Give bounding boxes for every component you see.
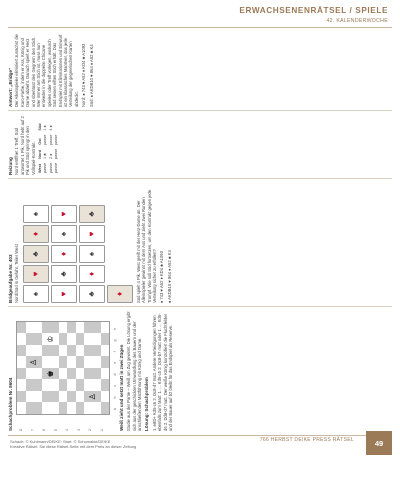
rank-label: 8 <box>19 429 24 431</box>
board-square: ♙ <box>26 357 43 369</box>
board-square <box>59 334 68 346</box>
column-divider <box>8 110 392 111</box>
rotated-content <box>8 31 392 431</box>
chess-text: Studie aus der Partie – Weiß am Zug gewinnt. Die Lösung ergibt sich aus der geschickten Umwandlung des Bauern und der anschließenden Mattführung mit König und Dame. <box>126 311 143 431</box>
board-square <box>42 380 59 392</box>
board-square <box>59 345 68 357</box>
playing-card: ♣ <box>79 285 105 303</box>
bidding-cell: 1 ♣ <box>43 153 48 159</box>
playing-card: ♣ <box>23 245 49 263</box>
answer-north: Nord: ♠ 743 ♥ A52 ♦ KD4 ♣ A1093 <box>81 43 87 107</box>
file-label: c <box>113 385 118 387</box>
bidding-cell: passe <box>54 148 59 159</box>
answer-column <box>8 33 392 107</box>
board-square <box>42 357 59 369</box>
board-square <box>17 334 26 346</box>
file-label: e <box>113 361 118 364</box>
board-square <box>26 368 43 380</box>
answer-south: Süd: ♠ AKDB10 ♥ 864 ♦ A52 ♣ K4 <box>88 44 94 107</box>
board-square <box>42 322 59 334</box>
board-square <box>26 334 43 346</box>
board-square <box>26 345 43 357</box>
chess-solution-heading: Lösung: Schachproblem <box>144 377 150 431</box>
rotated-sheet <box>8 31 392 431</box>
file-label: a <box>113 408 118 411</box>
credits-line-1: Schach: © Kuhlmann/DEIKE; Start: © Schomakki/DEIKE <box>10 439 111 444</box>
board-square <box>26 403 43 415</box>
bidding-table <box>38 121 60 175</box>
board-square <box>84 322 101 334</box>
chess-task: Weiß zieht und setzt matt in zwei Zügen <box>118 344 124 431</box>
bidding-cell: Nord <box>38 150 43 159</box>
answer-text: Der Alleinspieler eliminiert zunächst die Karo-Farbe, indem er Ass, König und Dame abzieht. Danach spielt er Herz und überlässt den Gegnern den Stich. Wer immer am Stich ist, muss nun entweder in die doppelte Chicane spielen oder Treff vorlegen, wodurch Süd seinen elften Stich erhält. Das Endspiel mit Eliminationen und Einwurf ist ein klassisches Manöver, das jede Verteilung der gegnerischen Karten abdeckt. <box>14 34 79 107</box>
board-square <box>76 391 85 403</box>
board-square <box>59 322 68 334</box>
bidding-row <box>54 121 59 175</box>
board-square <box>101 391 110 403</box>
answer-heading: Antwort: „Bridge“ <box>8 67 13 107</box>
board-square <box>84 357 101 369</box>
playing-card: ♥ <box>51 285 77 303</box>
board-square <box>42 403 59 415</box>
rank-label: 3 <box>76 429 81 431</box>
board-square <box>17 391 26 403</box>
board-square <box>67 391 76 403</box>
footer-brand: 766 HERBST DEIKE PRESS RÄTSEL <box>259 437 354 443</box>
board-square <box>76 357 85 369</box>
bidding-cell: Süd <box>38 123 43 131</box>
board-square: ♙ <box>84 391 101 403</box>
board-square <box>59 391 68 403</box>
board-square <box>17 345 26 357</box>
bidding-info: Nord eröffnet 1 Treff, Süd antwortet 1 Pik, Nord hebt auf 2 Pik und Süd springt in den Vollspiel-Kontrakt. <box>14 116 36 175</box>
section-title: ERWACHSENENRÄTSEL / SPIELE <box>239 6 388 15</box>
week-label: 42. KALENDERWOCHE <box>326 18 388 24</box>
board-square <box>84 334 101 346</box>
page-number: 49 <box>366 431 392 455</box>
board-square <box>101 380 110 392</box>
board-square <box>101 322 110 334</box>
board-square <box>26 391 43 403</box>
bridge-heading: Bridgeaufgabe Nr. 403 <box>8 254 13 303</box>
playing-card: ♠ <box>23 205 49 223</box>
playing-card: ♠ <box>79 245 105 263</box>
board-square <box>101 357 110 369</box>
chess-board <box>16 321 110 415</box>
bidding-cell: passe <box>43 134 48 145</box>
board-square <box>67 322 76 334</box>
bidding-cell: passe <box>54 134 59 145</box>
board-square <box>17 403 26 415</box>
board-square <box>59 357 68 369</box>
footer-credits <box>10 439 136 449</box>
board-square <box>84 368 101 380</box>
board-square <box>101 403 110 415</box>
board-square <box>101 368 110 380</box>
bidding-cell: Ost <box>38 138 43 145</box>
bidding-column <box>8 115 392 175</box>
column-divider <box>8 306 392 307</box>
board-square <box>67 403 76 415</box>
playing-card: ♥ <box>51 205 77 223</box>
board-square <box>59 403 68 415</box>
bidding-cell: 1 ♠ <box>43 125 48 131</box>
file-label: b <box>113 396 118 399</box>
rank-label: 5 <box>53 429 58 431</box>
board-square <box>42 345 59 357</box>
header-divider <box>8 27 392 28</box>
board-square <box>76 403 85 415</box>
chess-solution: 1. e8D+ Kd5-c6 2. Dc8-d7 matt. Andere Verteidigungen führen ebenfalls zum Matt: 1. ... Kd5-c5 2. Dc8-b7 matt oder 1. ... Kd5-d6 2. Dd8-d7 matt. Der weiße König kontrolliert die Fluchtfelder und der Bauer auf b2 bleibt für das Endspiel als Reserve. <box>151 313 174 431</box>
board-square <box>101 334 110 346</box>
bidding-heading: Reizung <box>8 157 13 175</box>
board-square: ♔ <box>45 335 55 343</box>
rank-label: 4 <box>65 429 70 431</box>
bidding-cell: passe <box>48 134 53 145</box>
hand-south: ♠ AKDB10 ♥ 864 ♦ A52 ♣ K4 <box>166 250 172 303</box>
board-square <box>59 368 68 380</box>
board-square <box>42 391 59 403</box>
hand-north: ♠ 743 ♥ A52 ♦ KD4 ♣ A1093 <box>159 251 165 303</box>
board-square <box>17 380 26 392</box>
chess-column <box>8 311 392 431</box>
board-square <box>59 380 68 392</box>
board-square <box>76 345 85 357</box>
rank-labels <box>16 425 108 431</box>
board-square <box>26 380 43 392</box>
playing-card: ♠ <box>23 285 49 303</box>
rank-label: 2 <box>88 429 93 431</box>
bidding-cell: West <box>38 163 43 173</box>
board-square <box>17 368 26 380</box>
board-square <box>84 403 101 415</box>
board-square <box>67 380 76 392</box>
bridge-text: Süd spielt 4 Pik. West greift mit der Herz-Dame an. Der Alleinspieler gewinnt mit dem Ass und zieht zwei Runden Trumpf. Wie soll Süd fortsetzen, um den Kontrakt gegen jede Verteilung sicher zu erfüllen? <box>135 189 158 303</box>
board-square <box>101 345 110 357</box>
board-square <box>67 345 76 357</box>
playing-card: ♣ <box>79 205 105 223</box>
board-square: ♚ <box>42 368 59 380</box>
board-square <box>76 380 85 392</box>
board-square <box>67 334 76 346</box>
playing-card: ♥ <box>23 265 49 283</box>
file-label: h <box>113 327 118 330</box>
file-label: d <box>113 373 118 376</box>
bridge-column <box>8 183 392 303</box>
bidding-cell: passe <box>48 162 53 173</box>
board-square <box>76 322 85 334</box>
board-square <box>84 380 101 392</box>
playing-card: ♦ <box>79 265 105 283</box>
rank-label: 6 <box>42 429 47 431</box>
rank-label: 7 <box>30 429 35 431</box>
bidding-cell: passe <box>54 162 59 173</box>
chess-heading: Schachproblem Nr. 8604 <box>8 377 13 431</box>
bidding-cell: 2 ♠ <box>48 153 53 159</box>
credits-line-2: Kreative Rätsel: Sie diese Rätsel-Seite mit dem Preis an dieser Zeitung <box>10 444 137 450</box>
board-square <box>26 322 43 334</box>
playing-card: ♣ <box>51 265 77 283</box>
board-square <box>67 357 76 369</box>
board-square <box>84 345 101 357</box>
bidding-cell: 4 ♠ <box>48 125 53 131</box>
column-divider <box>8 178 392 179</box>
card-spread <box>23 193 133 303</box>
rank-label: 1 <box>99 429 104 431</box>
file-label: f <box>113 351 118 353</box>
playing-card: ♠ <box>51 225 77 243</box>
bidding-cell: passe <box>43 162 48 173</box>
bidding-cell <box>54 121 59 132</box>
playing-card: ♦ <box>51 245 77 263</box>
bridge-deal: Nord/Süd in Gefahr, Teiler West <box>14 244 20 303</box>
board-square <box>76 368 85 380</box>
file-label: g <box>113 339 118 342</box>
board-square <box>76 334 85 346</box>
footer-divider <box>8 435 392 436</box>
playing-card: ♥ <box>79 225 105 243</box>
chess-board-wrap <box>14 311 113 431</box>
playing-card: ♦ <box>107 285 133 303</box>
playing-card: ♦ <box>23 225 49 243</box>
board-square <box>67 368 76 380</box>
board-square <box>17 322 26 334</box>
board-square <box>17 357 26 369</box>
